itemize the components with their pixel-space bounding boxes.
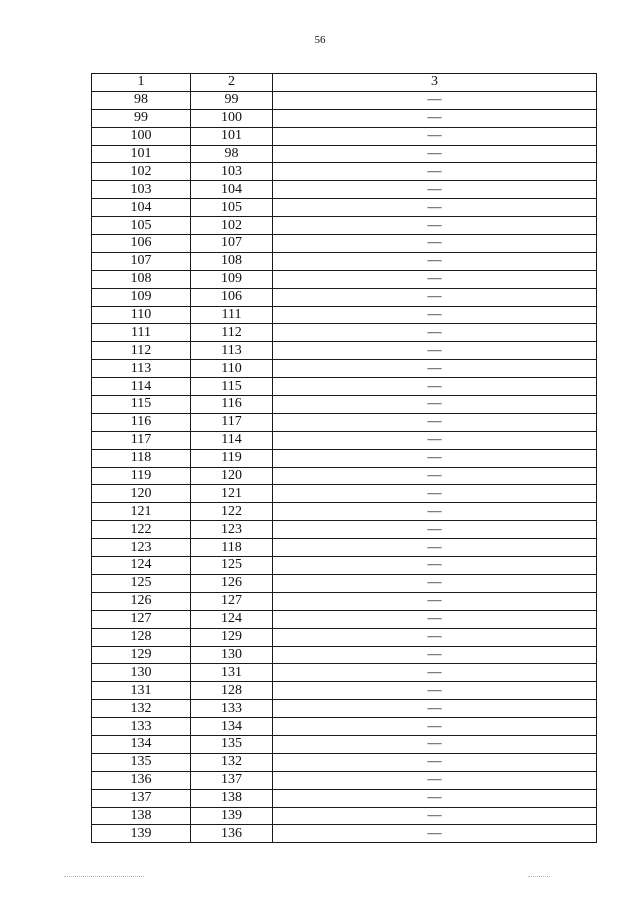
table-cell-col-3: — xyxy=(273,396,597,414)
table-row xyxy=(92,718,597,736)
column-header-3: 3 xyxy=(273,74,597,92)
table-cell-col-2: 120 xyxy=(191,467,273,485)
table-cell-col-1: 139 xyxy=(92,825,191,843)
table-cell-col-3: — xyxy=(273,467,597,485)
table-cell-col-2: 123 xyxy=(191,521,273,539)
table-cell-col-1: 121 xyxy=(92,503,191,521)
table-cell-col-1: 135 xyxy=(92,753,191,771)
table-cell-col-1: 108 xyxy=(92,270,191,288)
table-cell-col-1: 115 xyxy=(92,396,191,414)
table-cell-col-3: — xyxy=(273,252,597,270)
table-cell-col-2: 111 xyxy=(191,306,273,324)
table-cell-col-2: 127 xyxy=(191,592,273,610)
table-cell-col-1: 118 xyxy=(92,449,191,467)
table-body xyxy=(92,91,597,842)
table-cell-col-3: — xyxy=(273,825,597,843)
table-cell-col-2: 132 xyxy=(191,753,273,771)
page-number: 56 xyxy=(314,34,326,46)
table-cell-col-1: 98 xyxy=(92,91,191,109)
table-cell-col-1: 124 xyxy=(92,557,191,575)
table-cell-col-2: 125 xyxy=(191,557,273,575)
table-cell-col-2: 137 xyxy=(191,771,273,789)
table-row xyxy=(92,199,597,217)
table-cell-col-3: — xyxy=(273,306,597,324)
table-cell-col-1: 130 xyxy=(92,664,191,682)
footer-dotted-line-right xyxy=(528,876,550,877)
table-cell-col-3: — xyxy=(273,431,597,449)
table-cell-col-1: 126 xyxy=(92,592,191,610)
table-row xyxy=(92,324,597,342)
table-cell-col-3: — xyxy=(273,646,597,664)
table-cell-col-3: — xyxy=(273,485,597,503)
table-cell-col-1: 109 xyxy=(92,288,191,306)
table-cell-col-2: 128 xyxy=(191,682,273,700)
table-cell-col-1: 110 xyxy=(92,306,191,324)
table-cell-col-1: 114 xyxy=(92,378,191,396)
table-cell-col-2: 104 xyxy=(191,181,273,199)
data-table xyxy=(91,73,597,843)
table-cell-col-3: — xyxy=(273,91,597,109)
table-cell-col-3: — xyxy=(273,127,597,145)
table-row xyxy=(92,700,597,718)
table-cell-col-3: — xyxy=(273,342,597,360)
table-row xyxy=(92,270,597,288)
table-cell-col-2: 98 xyxy=(191,145,273,163)
table-cell-col-3: — xyxy=(273,807,597,825)
table-cell-col-3: — xyxy=(273,199,597,217)
table-row xyxy=(92,217,597,235)
table-cell-col-3: — xyxy=(273,771,597,789)
table-row xyxy=(92,109,597,127)
table-cell-col-1: 131 xyxy=(92,682,191,700)
table-cell-col-2: 134 xyxy=(191,718,273,736)
table-cell-col-3: — xyxy=(273,360,597,378)
table-row xyxy=(92,396,597,414)
table-cell-col-3: — xyxy=(273,217,597,235)
table-row xyxy=(92,288,597,306)
table-row xyxy=(92,592,597,610)
table-cell-col-3: — xyxy=(273,378,597,396)
table-cell-col-1: 129 xyxy=(92,646,191,664)
table-cell-col-2: 99 xyxy=(191,91,273,109)
table-cell-col-1: 133 xyxy=(92,718,191,736)
table-cell-col-1: 113 xyxy=(92,360,191,378)
table-cell-col-3: — xyxy=(273,270,597,288)
table-cell-col-3: — xyxy=(273,109,597,127)
table-row xyxy=(92,467,597,485)
table-cell-col-1: 104 xyxy=(92,199,191,217)
table-cell-col-2: 119 xyxy=(191,449,273,467)
table-cell-col-3: — xyxy=(273,610,597,628)
table-cell-col-1: 101 xyxy=(92,145,191,163)
table-row xyxy=(92,682,597,700)
table-cell-col-2: 129 xyxy=(191,628,273,646)
table-row xyxy=(92,91,597,109)
table-cell-col-2: 130 xyxy=(191,646,273,664)
table-cell-col-2: 106 xyxy=(191,288,273,306)
table-cell-col-3: — xyxy=(273,557,597,575)
table-cell-col-1: 120 xyxy=(92,485,191,503)
table-row xyxy=(92,252,597,270)
table-cell-col-2: 124 xyxy=(191,610,273,628)
table-cell-col-1: 123 xyxy=(92,539,191,557)
table-cell-col-2: 115 xyxy=(191,378,273,396)
table-row xyxy=(92,449,597,467)
table-cell-col-1: 136 xyxy=(92,771,191,789)
table-row xyxy=(92,557,597,575)
table-row xyxy=(92,646,597,664)
table-row xyxy=(92,610,597,628)
table-row xyxy=(92,378,597,396)
table-cell-col-1: 128 xyxy=(92,628,191,646)
table-cell-col-1: 106 xyxy=(92,235,191,253)
table-row xyxy=(92,789,597,807)
table-cell-col-3: — xyxy=(273,539,597,557)
column-header-1: 1 xyxy=(92,74,191,92)
table-row xyxy=(92,181,597,199)
table-cell-col-1: 116 xyxy=(92,413,191,431)
table-cell-col-3: — xyxy=(273,718,597,736)
table-cell-col-1: 125 xyxy=(92,574,191,592)
column-header-2: 2 xyxy=(191,74,273,92)
table-cell-col-1: 103 xyxy=(92,181,191,199)
table-cell-col-1: 117 xyxy=(92,431,191,449)
table-cell-col-2: 118 xyxy=(191,539,273,557)
table-cell-col-2: 122 xyxy=(191,503,273,521)
table-cell-col-3: — xyxy=(273,682,597,700)
table-cell-col-3: — xyxy=(273,753,597,771)
table-cell-col-3: — xyxy=(273,521,597,539)
table-cell-col-1: 122 xyxy=(92,521,191,539)
table-cell-col-2: 116 xyxy=(191,396,273,414)
table-row xyxy=(92,807,597,825)
table-cell-col-1: 111 xyxy=(92,324,191,342)
table-cell-col-2: 100 xyxy=(191,109,273,127)
table-cell-col-3: — xyxy=(273,324,597,342)
table-cell-col-3: — xyxy=(273,574,597,592)
table-cell-col-3: — xyxy=(273,413,597,431)
table-cell-col-2: 102 xyxy=(191,217,273,235)
table-row xyxy=(92,163,597,181)
table-row xyxy=(92,628,597,646)
footer-dotted-line-left xyxy=(64,876,144,877)
table-cell-col-1: 100 xyxy=(92,127,191,145)
table-row xyxy=(92,342,597,360)
table-cell-col-2: 121 xyxy=(191,485,273,503)
table-row xyxy=(92,413,597,431)
table-row xyxy=(92,574,597,592)
table-cell-col-2: 133 xyxy=(191,700,273,718)
table-cell-col-3: — xyxy=(273,664,597,682)
table-row xyxy=(92,825,597,843)
table-row xyxy=(92,360,597,378)
table-row xyxy=(92,753,597,771)
table-row xyxy=(92,485,597,503)
table-cell-col-2: 136 xyxy=(191,825,273,843)
table-cell-col-3: — xyxy=(273,503,597,521)
table-cell-col-2: 108 xyxy=(191,252,273,270)
table-header-row xyxy=(92,74,597,92)
table-cell-col-3: — xyxy=(273,592,597,610)
table-cell-col-3: — xyxy=(273,145,597,163)
table-cell-col-2: 110 xyxy=(191,360,273,378)
table-row xyxy=(92,235,597,253)
table-cell-col-1: 107 xyxy=(92,252,191,270)
table-cell-col-2: 117 xyxy=(191,413,273,431)
table-cell-col-2: 135 xyxy=(191,735,273,753)
table-cell-col-1: 137 xyxy=(92,789,191,807)
table-cell-col-2: 131 xyxy=(191,664,273,682)
table-cell-col-1: 119 xyxy=(92,467,191,485)
table-cell-col-3: — xyxy=(273,163,597,181)
table-cell-col-1: 112 xyxy=(92,342,191,360)
table-cell-col-3: — xyxy=(273,235,597,253)
table-cell-col-1: 105 xyxy=(92,217,191,235)
table-row xyxy=(92,521,597,539)
table-row xyxy=(92,503,597,521)
table-row xyxy=(92,127,597,145)
table-row xyxy=(92,664,597,682)
table-cell-col-3: — xyxy=(273,700,597,718)
table-row xyxy=(92,306,597,324)
table-row xyxy=(92,771,597,789)
table-cell-col-1: 127 xyxy=(92,610,191,628)
table-cell-col-1: 138 xyxy=(92,807,191,825)
table-cell-col-2: 109 xyxy=(191,270,273,288)
table-cell-col-3: — xyxy=(273,628,597,646)
table-cell-col-2: 126 xyxy=(191,574,273,592)
table-row xyxy=(92,735,597,753)
table-cell-col-2: 113 xyxy=(191,342,273,360)
table-cell-col-2: 114 xyxy=(191,431,273,449)
table-cell-col-1: 99 xyxy=(92,109,191,127)
table-cell-col-1: 132 xyxy=(92,700,191,718)
table-cell-col-1: 102 xyxy=(92,163,191,181)
table-cell-col-2: 103 xyxy=(191,163,273,181)
table-cell-col-3: — xyxy=(273,181,597,199)
table-cell-col-3: — xyxy=(273,735,597,753)
table-row xyxy=(92,145,597,163)
table-row xyxy=(92,431,597,449)
table-cell-col-2: 112 xyxy=(191,324,273,342)
table-cell-col-2: 107 xyxy=(191,235,273,253)
table-cell-col-2: 101 xyxy=(191,127,273,145)
table-cell-col-3: — xyxy=(273,288,597,306)
table-cell-col-3: — xyxy=(273,789,597,807)
table-cell-col-1: 134 xyxy=(92,735,191,753)
table-row xyxy=(92,539,597,557)
table-cell-col-2: 139 xyxy=(191,807,273,825)
table-cell-col-3: — xyxy=(273,449,597,467)
table-cell-col-2: 138 xyxy=(191,789,273,807)
table-cell-col-2: 105 xyxy=(191,199,273,217)
